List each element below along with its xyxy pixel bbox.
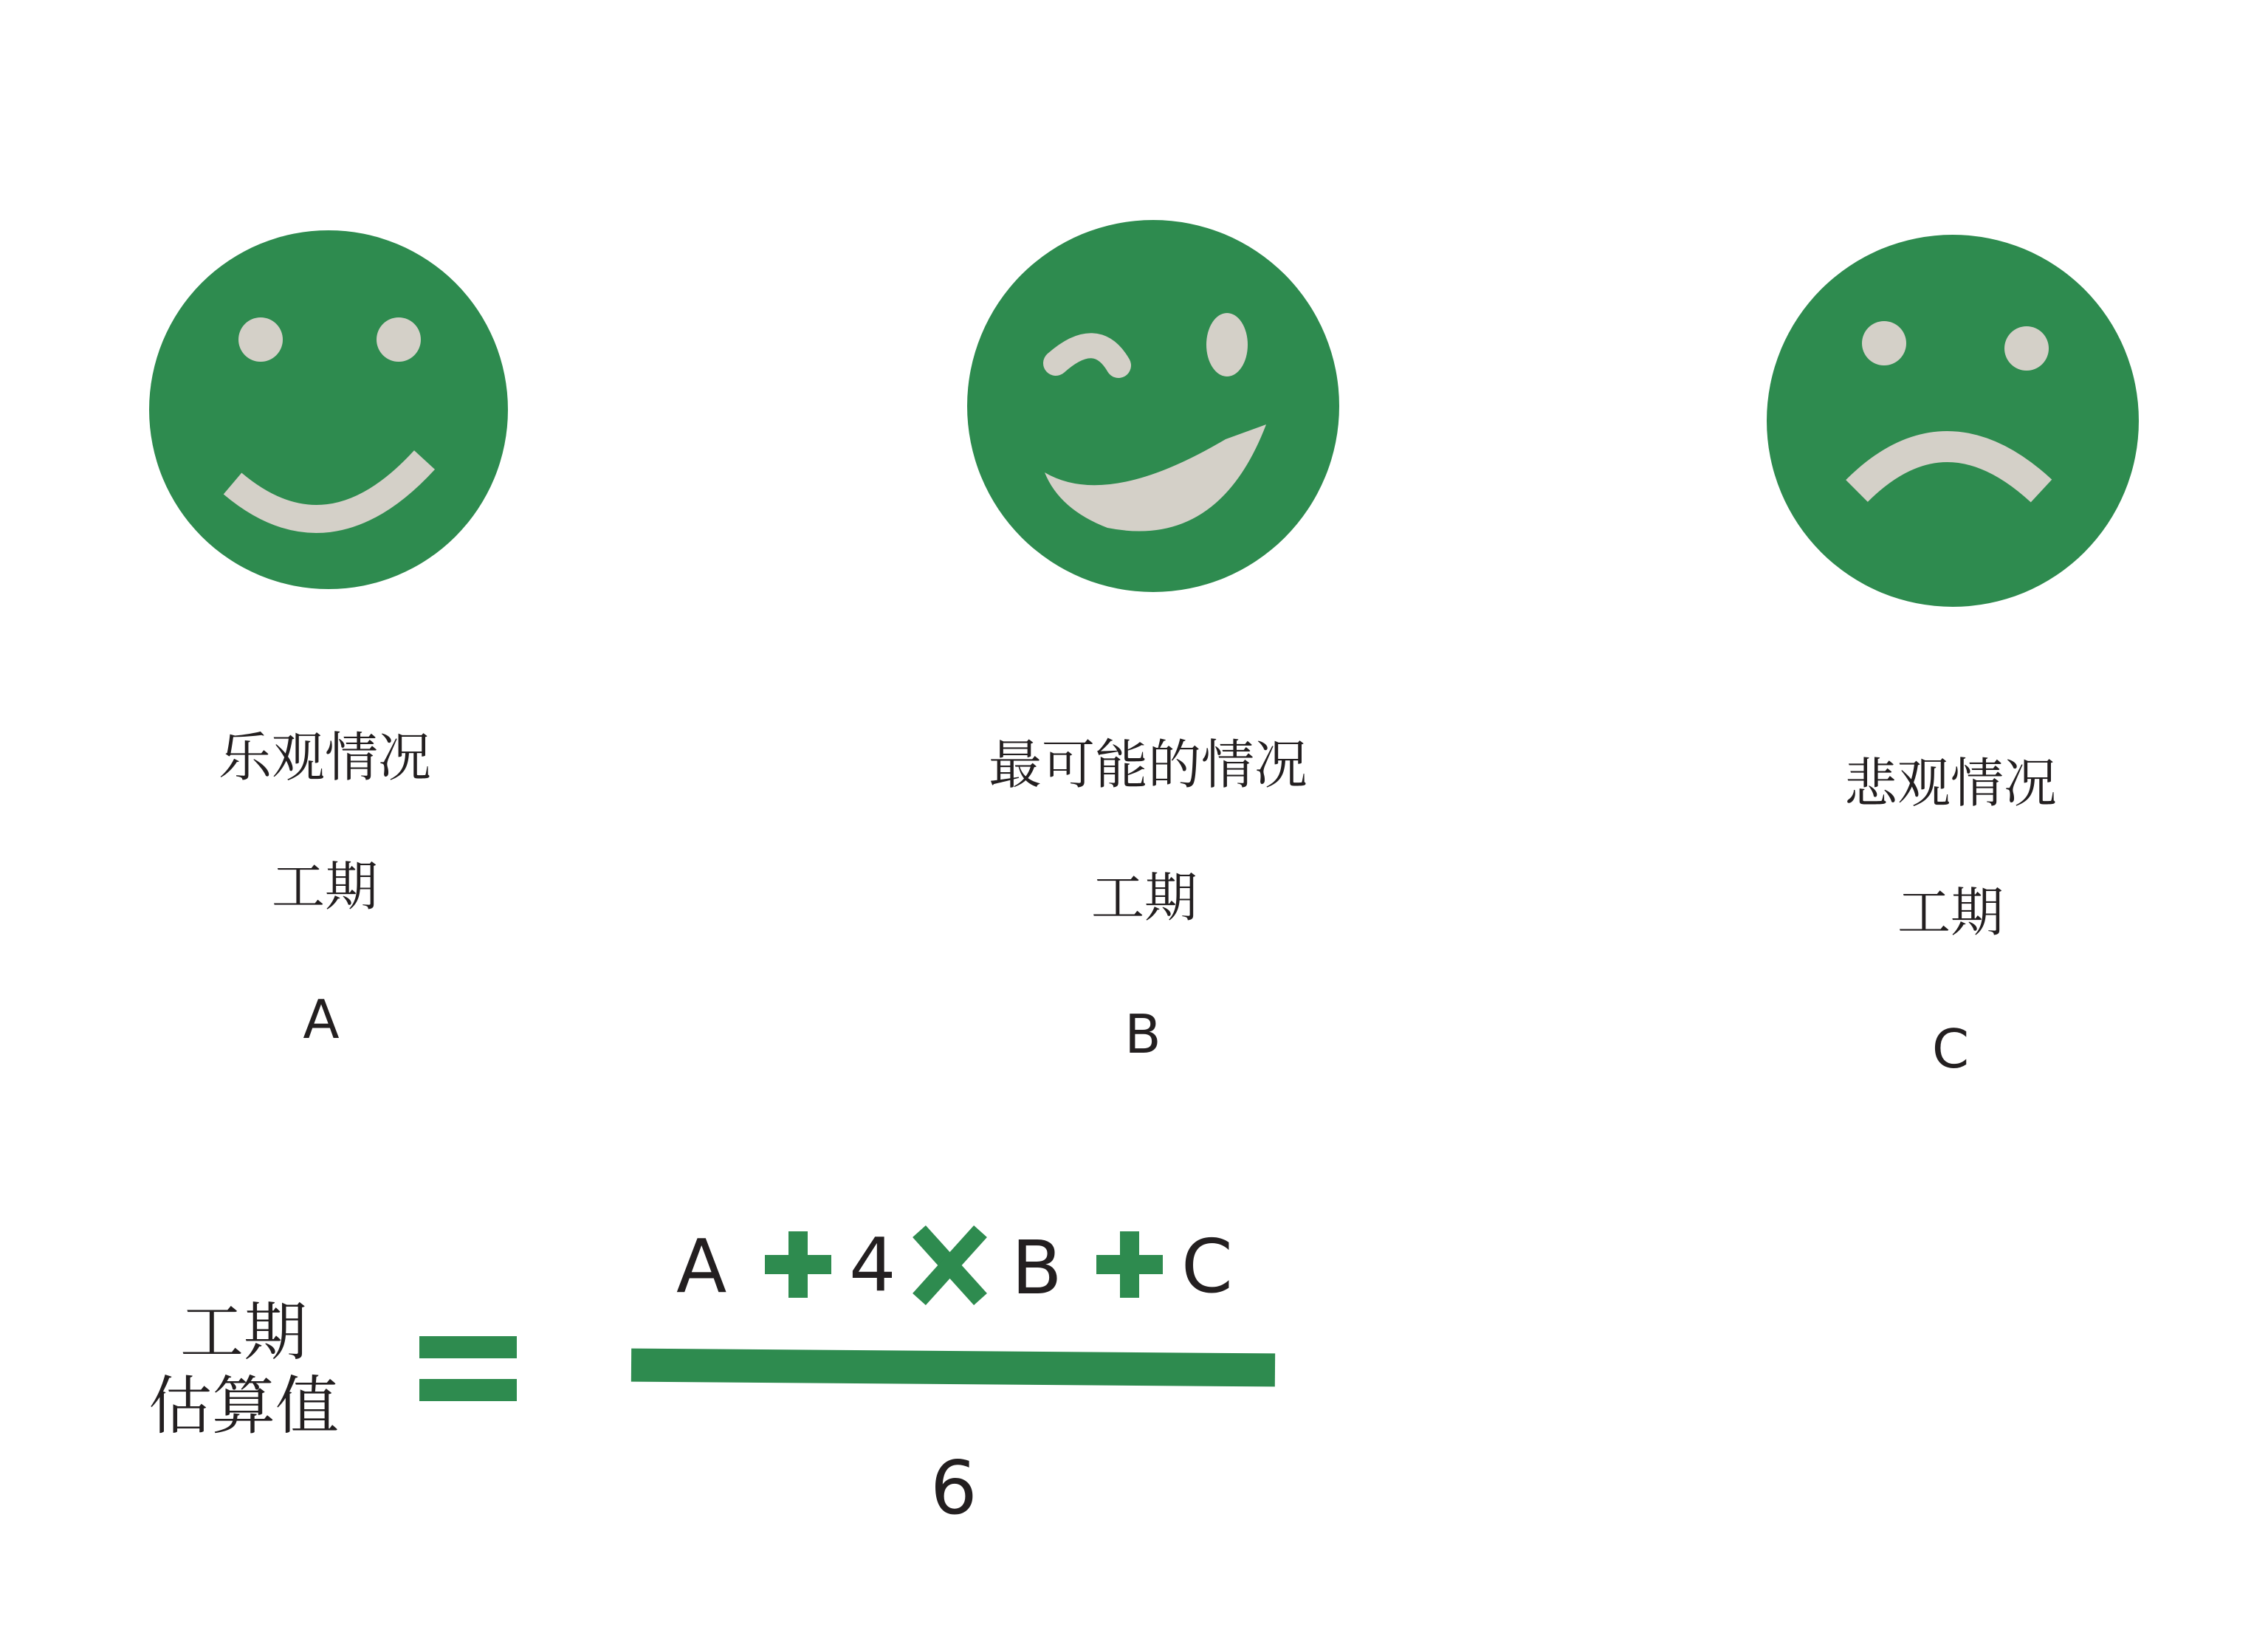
estimate-label-line1: 工期 xyxy=(180,1296,307,1369)
estimate-label-line2: 估算值 xyxy=(148,1369,339,1443)
scenario-period-label: 工期 xyxy=(271,856,378,918)
scenario-variable: C xyxy=(1931,1018,1970,1080)
scenario-title: 乐观情况 xyxy=(218,726,431,788)
numerator-term-c: C xyxy=(1181,1223,1233,1310)
denominator: 6 xyxy=(930,1445,977,1531)
scenario-period-label: 工期 xyxy=(1090,867,1197,929)
scenario-title: 最可能的情况 xyxy=(988,734,1307,796)
scenario-variable: A xyxy=(303,988,340,1050)
numerator-term-b: B xyxy=(1011,1225,1062,1311)
plus-icon xyxy=(1096,1231,1163,1298)
plus-icon xyxy=(765,1231,831,1298)
equals-icon xyxy=(419,1336,517,1401)
scenario-variable: B xyxy=(1124,1003,1161,1065)
fraction-bar xyxy=(631,1349,1275,1387)
scenario-title: 悲观情况 xyxy=(1843,752,2057,814)
scenario-period-label: 工期 xyxy=(1897,881,2004,943)
times-icon xyxy=(919,1231,980,1299)
numerator-term-a: A xyxy=(676,1223,727,1310)
numerator-term-4: 4 xyxy=(849,1222,896,1308)
